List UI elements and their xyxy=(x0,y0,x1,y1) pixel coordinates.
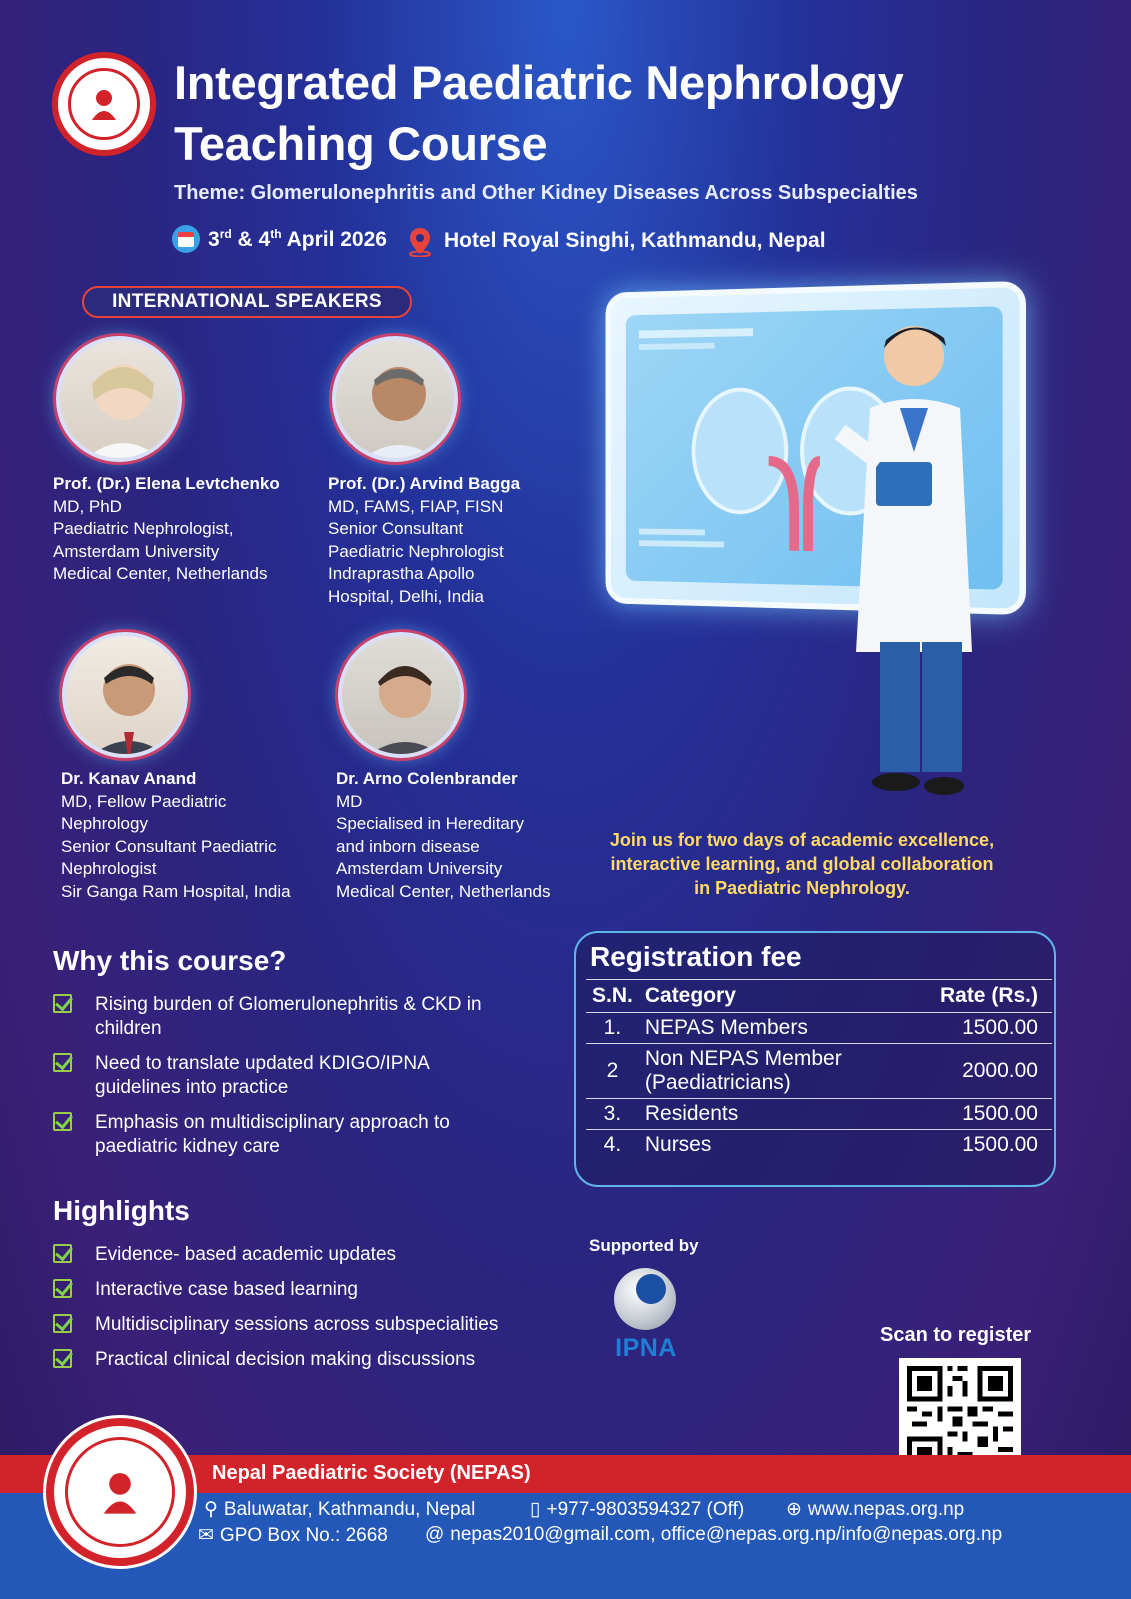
list-item: Practical clinical decision making discussions xyxy=(53,1348,573,1372)
location-pin-icon xyxy=(404,225,436,257)
footer-phone[interactable]: ▯ +977-9803594327 (Off) xyxy=(530,1498,745,1520)
event-date: 3rd & 4th April 2026 xyxy=(172,225,387,253)
supported-by-label: Supported by xyxy=(589,1236,699,1255)
ipna-logo: IPNA xyxy=(604,1268,688,1368)
check-icon xyxy=(53,994,72,1013)
table-row: 1. NEPAS Members 1500.00 xyxy=(586,1013,1052,1044)
footer-website[interactable]: ⊕ www.nepas.org.np xyxy=(786,1498,965,1520)
nepas-logo-emblem xyxy=(68,68,140,140)
speaker-photo-anand xyxy=(62,632,188,758)
table-header-row: S.N. Category Rate (Rs.) xyxy=(586,980,1052,1013)
registration-fee-table xyxy=(586,979,1052,1160)
nepas-logo xyxy=(52,52,156,156)
list-item: Interactive case based learning xyxy=(53,1278,573,1302)
check-icon xyxy=(53,1244,72,1263)
child-emblem-icon xyxy=(93,1465,147,1519)
international-speakers-heading: INTERNATIONAL SPEAKERS xyxy=(82,286,412,318)
why-course-list xyxy=(53,993,553,1170)
footer-address: ⚲ Baluwatar, Kathmandu, Nepal xyxy=(204,1498,476,1520)
footer-email[interactable]: @ nepas2010@gmail.com, office@nepas.org.np/info@nepas.org.np xyxy=(425,1524,1003,1545)
list-item: Multidisciplinary sessions across subspecialities xyxy=(53,1313,573,1337)
table-row: 2 Non NEPAS Member (Paediatricians) 2000.00 xyxy=(586,1044,1052,1099)
speaker-photo-bagga xyxy=(332,336,458,462)
why-course-heading: Why this course? xyxy=(53,945,287,976)
check-icon xyxy=(53,1349,72,1368)
check-icon xyxy=(53,1053,72,1072)
footer-pobox: ✉ GPO Box No.: 2668 xyxy=(198,1524,388,1546)
list-item: Emphasis on multidisciplinary approach to paediatric kidney care xyxy=(53,1111,553,1159)
table-row: 3. Residents 1500.00 xyxy=(586,1099,1052,1130)
speaker-levtchenko: Prof. (Dr.) Elena Levtchenko MD, PhD Paediatric Nephrologist, Amsterdam University Medical Center, Netherlands xyxy=(53,474,280,583)
check-icon xyxy=(53,1112,72,1131)
speaker-colenbrander: Dr. Arno Colenbrander MD Specialised in Hereditary and inborn disease Amsterdam University Medical Center, Netherlands xyxy=(336,769,551,901)
course-theme: Theme: Glomerulonephritis and Other Kidney Diseases Across Subspecialties xyxy=(174,182,918,204)
list-item: Need to translate updated KDIGO/IPNA guidelines into practice xyxy=(53,1052,553,1100)
globe-icon: ⊕ xyxy=(786,1499,802,1520)
speaker-anand: Dr. Kanav Anand MD, Fellow Paediatric Nephrology Senior Consultant Paediatric Nephrologist Sir Ganga Ram Hospital, India xyxy=(61,769,291,901)
email-icon: @ xyxy=(425,1524,445,1545)
check-icon xyxy=(53,1279,72,1298)
doctor-illustration xyxy=(800,312,1000,812)
list-item: Evidence- based academic updates xyxy=(53,1243,573,1267)
speaker-photo-colenbrander xyxy=(338,632,464,758)
registration-fee-box xyxy=(574,931,1056,1187)
phone-icon: ▯ xyxy=(530,1499,541,1520)
list-item: Rising burden of Glomerulonephritis & CKD in children xyxy=(53,993,553,1041)
globe-icon xyxy=(614,1268,676,1330)
speaker-bagga: Prof. (Dr.) Arvind Bagga MD, FAMS, FIAP, FISN Senior Consultant Paediatric Nephrologist Indraprastha Apollo Hospital, Delhi, India xyxy=(328,474,521,606)
highlights-heading: Highlights xyxy=(53,1195,190,1226)
speaker-photo-levtchenko xyxy=(56,336,182,462)
nephrology-chapter-logo xyxy=(46,1418,194,1566)
location-pin-icon: ⚲ xyxy=(204,1499,218,1520)
check-icon xyxy=(53,1314,72,1333)
mailbox-icon: ✉ xyxy=(198,1525,214,1546)
table-row: 4. Nurses 1500.00 xyxy=(603,1133,1038,1156)
highlights-list xyxy=(53,1243,573,1383)
registration-fee-heading: Registration fee xyxy=(590,941,802,972)
event-venue: Hotel Royal Singhi, Kathmandu, Nepal xyxy=(404,225,826,257)
calendar-icon xyxy=(172,225,200,253)
footer-org-name: Nepal Paediatric Society (NEPAS) xyxy=(212,1462,531,1484)
course-title: Integrated Paediatric Nephrology Teaching Course xyxy=(174,56,904,171)
scan-to-register-label: Scan to register xyxy=(880,1324,1032,1346)
join-us-text: Join us for two days of academic excellence, interactive learning, and global collaboration in Paediatric Nephrology. xyxy=(609,830,995,898)
child-emblem-icon xyxy=(84,84,124,124)
